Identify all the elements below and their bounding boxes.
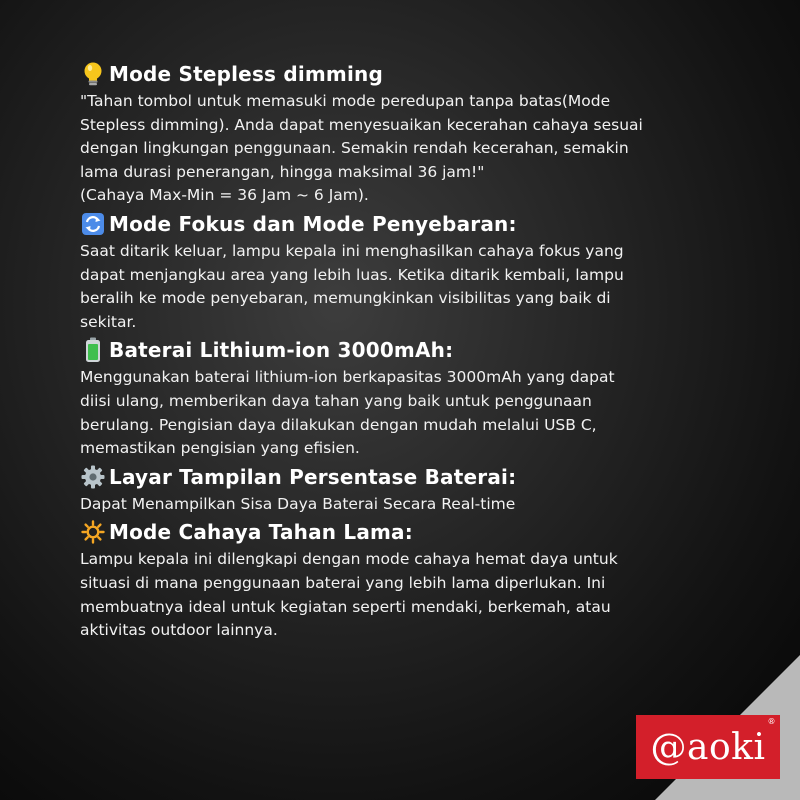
section-heading [80, 516, 725, 548]
section-body: Saat ditarik keluar, lampu kepala ini menghasilkan cahaya fokus yang dapat menjangkau area yang lebih luas. Ketika ditarik kembali, lampu beralih ke mode penyebaran, memungkinkan visibilitas yang baik di sekitar. [80, 241, 624, 331]
battery-icon [80, 337, 106, 363]
gear-icon [80, 464, 106, 490]
section-heading-text: Layar Tampilan Persentase Baterai: [109, 464, 517, 489]
section-battery [80, 334, 725, 460]
section-body: Lampu kepala ini dilengkapi dengan mode cahaya hemat daya untuk situasi di mana penggunaan baterai yang lebih lama diperlukan. Ini membuatnya ideal untuk kegiatan seperti mendaki, berkemah, atau aktivitas outdoor lainnya. [80, 550, 618, 640]
section-heading [80, 334, 725, 366]
section-long-light [80, 516, 725, 642]
registered-mark: ® [767, 717, 776, 726]
section-body: Menggunakan baterai lithium-ion berkapasitas 3000mAh yang dapat diisi ulang, memberikan daya tahan yang baik untuk penggunaan berulang. Pengisian daya dilakukan dengan mudah melalui USB C, memastikan pengisian yang efisien. [80, 368, 615, 458]
section-stepless-dimming [80, 58, 725, 208]
section-heading-text: Mode Cahaya Tahan Lama: [109, 520, 413, 545]
section-body: "Tahan tombol untuk memasuki mode peredupan tanpa batas(Mode Stepless dimming). Anda dapat menyesuaikan kecerahan cahaya sesuai dengan lingkungan penggunaan. Semakin rendah kecerahan, semakin lama durasi penerangan, hingga maksimal 36 jam!" (Cahaya Max-Min = 36 Jam ~ 6 Jam). [80, 92, 643, 205]
section-heading-text: Mode Stepless dimming [109, 62, 383, 86]
section-heading [80, 58, 725, 90]
section-focus-mode [80, 208, 725, 334]
section-heading-text: Baterai Lithium-ion 3000mAh: [109, 338, 454, 363]
light-bulb-icon [80, 61, 106, 87]
feature-list [80, 58, 725, 643]
logo-text: @aoki [650, 726, 766, 768]
section-battery-display [80, 461, 725, 517]
brand-logo [636, 715, 780, 779]
repeat-arrows-icon [80, 211, 106, 237]
sun-icon [80, 519, 106, 545]
section-heading [80, 461, 725, 493]
section-heading-text: Mode Fokus dan Mode Penyebaran: [109, 211, 517, 236]
section-body: Dapat Menampilkan Sisa Daya Baterai Secara Real-time [80, 494, 516, 513]
section-heading [80, 208, 725, 240]
